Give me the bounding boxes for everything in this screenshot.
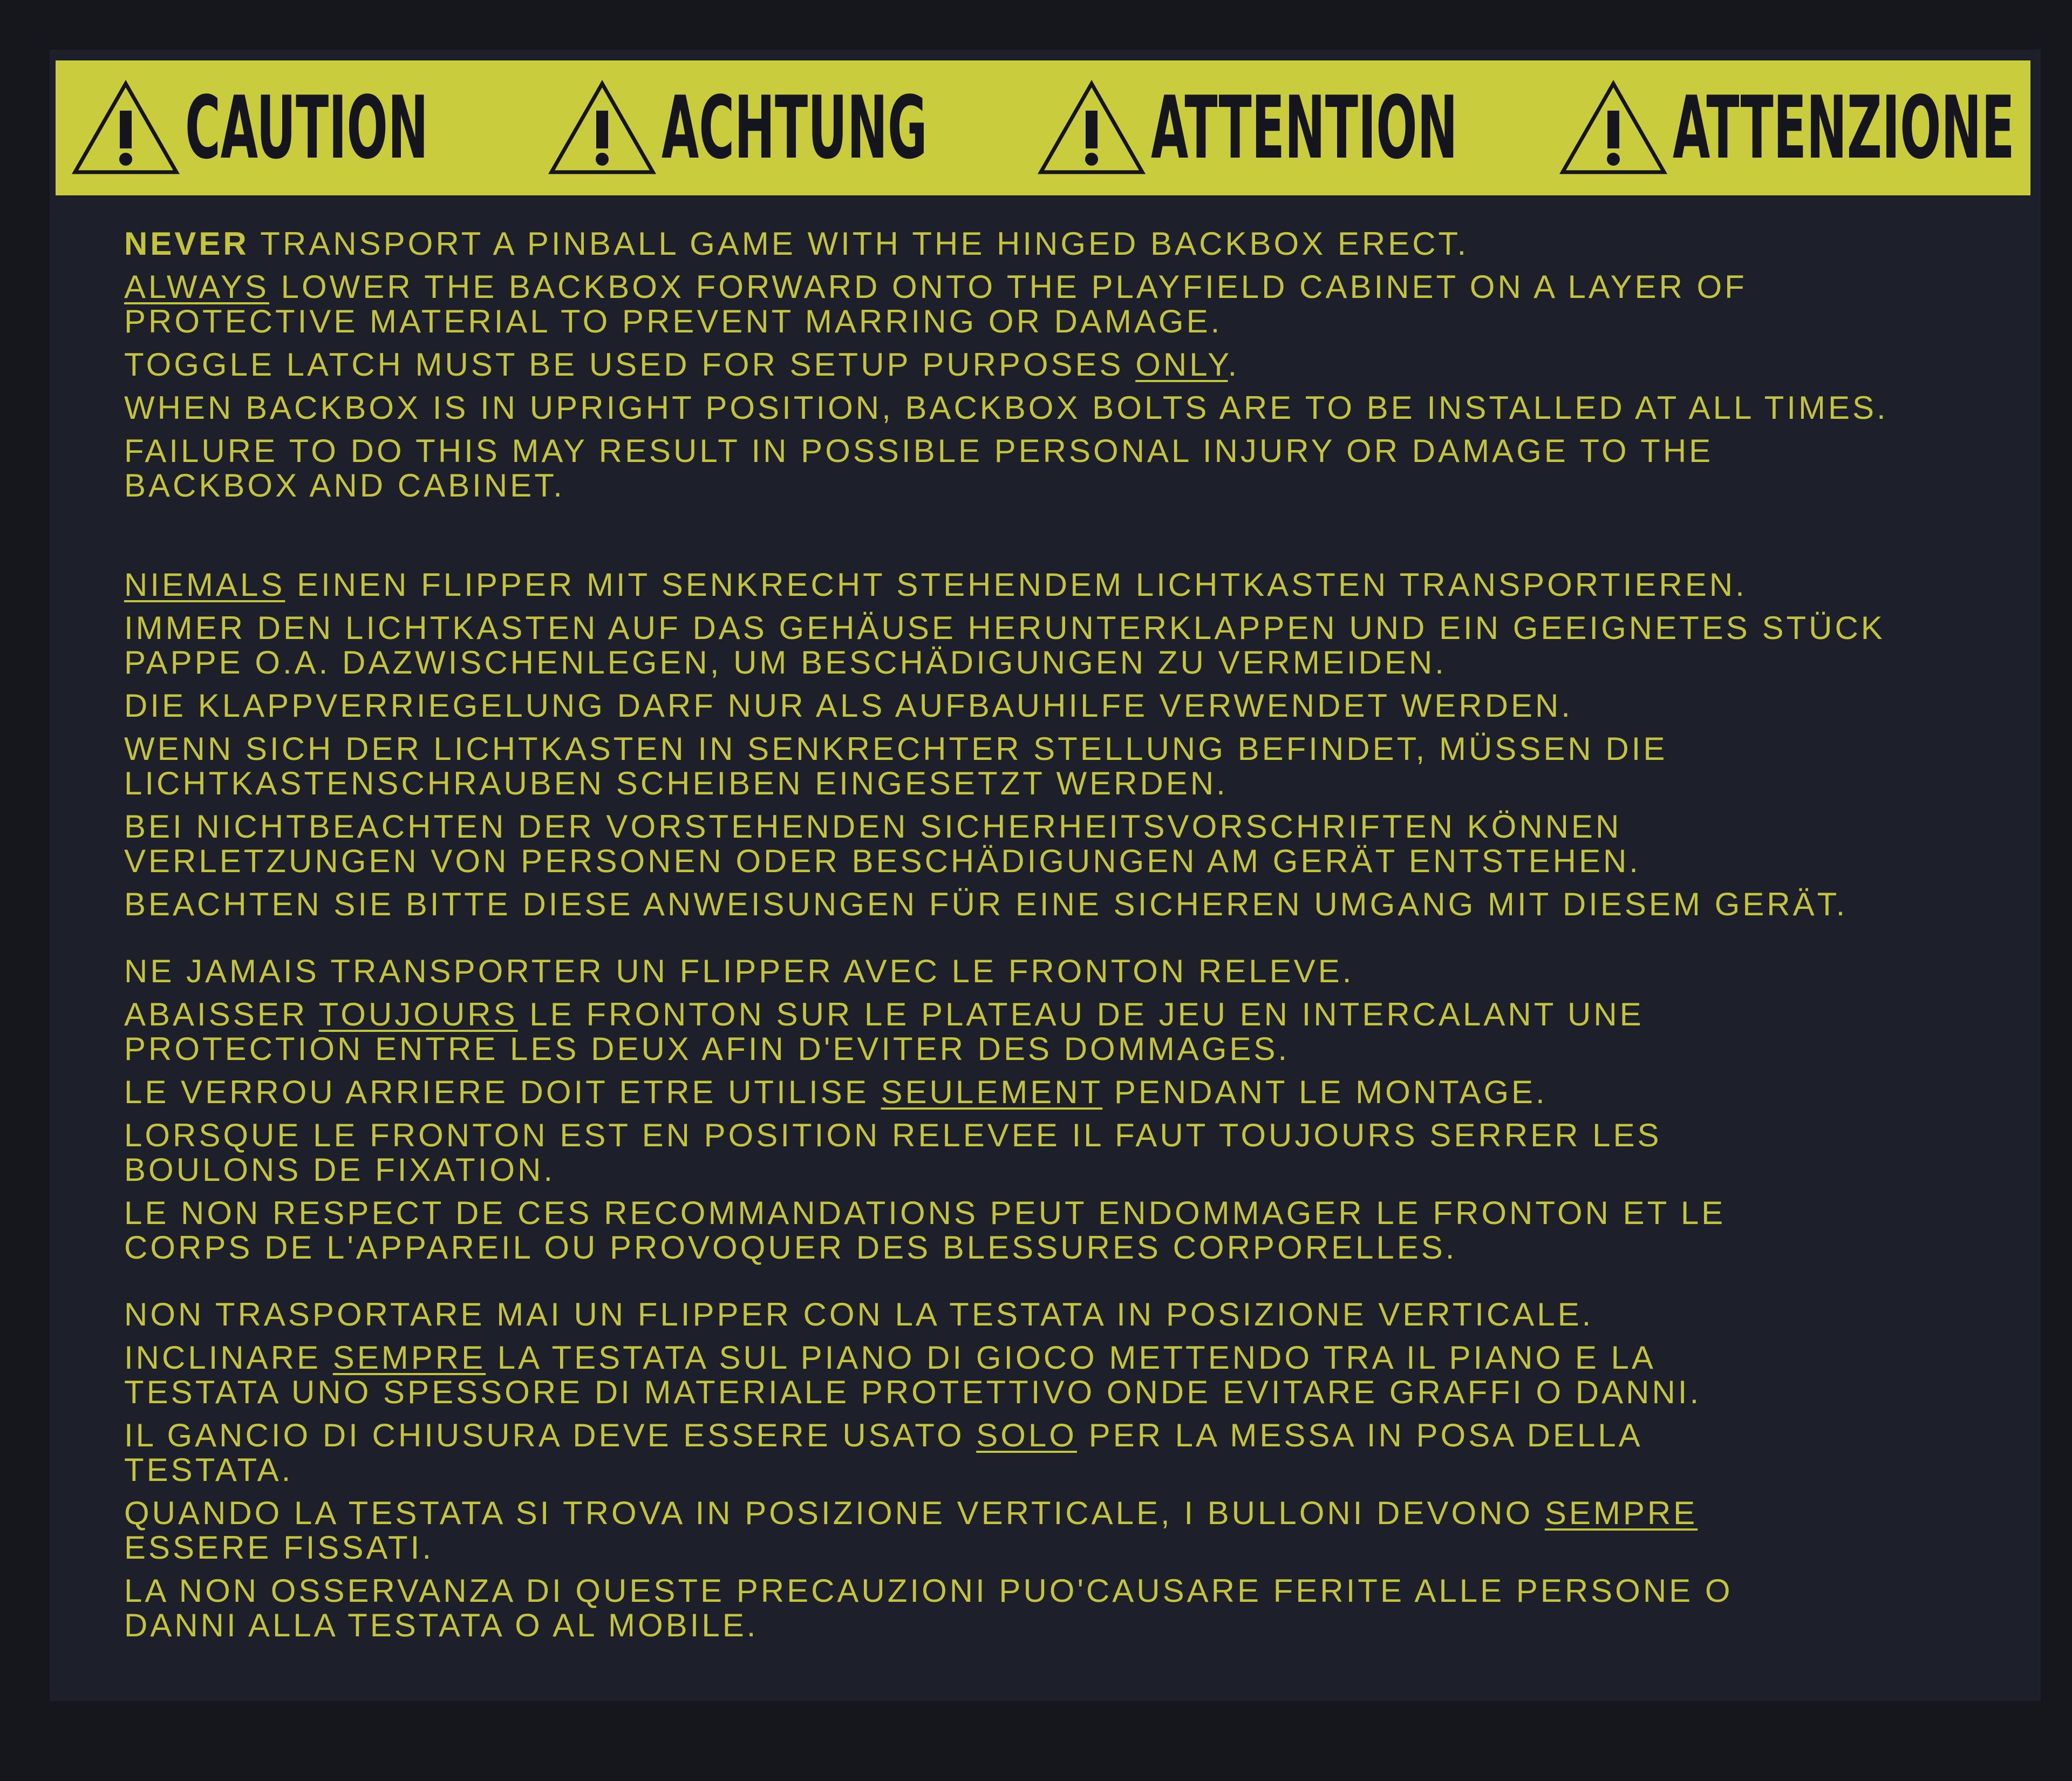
underlined-text: SOLO: [976, 1417, 1077, 1453]
paragraph: [124, 1297, 1969, 1332]
text: PENDANT LE MONTAGE.: [1102, 1074, 1548, 1110]
paragraph: [124, 954, 1969, 989]
text: LICHTKASTENSCHRAUBEN SCHEIBEN EINGESETZT WERDEN.: [124, 765, 1228, 801]
paragraph: [124, 270, 1969, 339]
text: NE JAMAIS TRANSPORTER UN FLIPPER AVEC LE FRONTON RELEVE.: [124, 953, 1354, 989]
text: CORPS DE L'APPAREIL OU PROVOQUER DES BLESSURES CORPORELLES.: [124, 1229, 1457, 1266]
text: LA NON OSSERVANZA DI QUESTE PRECAUZIONI PUO'CAUSARE FERITE ALLE PERSONE O: [124, 1573, 1733, 1609]
underlined-text: TOUJOURS: [318, 996, 518, 1032]
text: .: [1228, 346, 1240, 383]
section-italian: [124, 1297, 1969, 1643]
section-german: [124, 568, 1969, 922]
section-french: [124, 954, 1969, 1265]
paragraph: [124, 1418, 1969, 1487]
emphasis-text: NEVER: [124, 226, 249, 262]
warning-banner: [56, 60, 2030, 195]
warning-triangle-icon: [72, 79, 180, 176]
text: LE FRONTON SUR LE PLATEAU DE JEU EN INTERCALANT UNE: [517, 996, 1644, 1032]
text: PROTECTIVE MATERIAL TO PREVENT MARRING OR DAMAGE.: [124, 303, 1223, 339]
text: LORSQUE LE FRONTON EST EN POSITION RELEVEE IL FAUT TOUJOURS SERRER LES: [124, 1117, 1662, 1153]
paragraph: [124, 1341, 1969, 1410]
paragraph: [124, 434, 1969, 503]
paragraph: [124, 1574, 1969, 1643]
warning-triangle-icon: [1559, 79, 1667, 176]
underlined-text: SEULEMENT: [881, 1074, 1103, 1110]
text: EINEN FLIPPER MIT SENKRECHT STEHENDEM LICHTKASTEN TRANSPORTIEREN.: [285, 567, 1747, 603]
text: IMMER DEN LICHTKASTEN AUF DAS GEHÄUSE HERUNTERKLAPPEN UND EIN GEEIGNETES STÜCK: [124, 610, 1885, 646]
paragraph: [124, 227, 1969, 261]
text: IL GANCIO DI CHIUSURA DEVE ESSERE USATO: [124, 1417, 977, 1453]
text: TESTATA.: [124, 1452, 294, 1488]
underlined-text: ALWAYS: [124, 269, 269, 305]
text: TRANSPORT A PINBALL GAME WITH THE HINGED BACKBOX ERECT.: [249, 226, 1469, 262]
text: LA TESTATA SUL PIANO DI GIOCO METTENDO TRA IL PIANO E LA: [486, 1340, 1656, 1376]
banner-word: ATTENZIONE: [1673, 77, 2015, 178]
underlined-text: ONLY: [1135, 346, 1228, 383]
text: BEACHTEN SIE BITTE DIESE ANWEISUNGEN FÜR EINE SICHEREN UMGANG MIT DIESEM GERÄT.: [124, 886, 1848, 922]
banner-word: CAUTION: [185, 77, 428, 178]
text: NON TRASPORTARE MAI UN FLIPPER CON LA TESTATA IN POSIZIONE VERTICALE.: [124, 1296, 1594, 1333]
text: DIE KLAPPVERRIEGELUNG DARF NUR ALS AUFBAUHILFE VERWENDET WERDEN.: [124, 688, 1573, 724]
text: WHEN BACKBOX IS IN UPRIGHT POSITION, BACKBOX BOLTS ARE TO BE INSTALLED AT ALL TIMES.: [124, 390, 1889, 426]
instructions: [124, 227, 1969, 1651]
text: PROTECTION ENTRE LES DEUX AFIN D'EVITER DES DOMMAGES.: [124, 1031, 1290, 1067]
paragraph: [124, 391, 1969, 425]
banner-item-attenzione: [1559, 60, 2072, 195]
text: VERLETZUNGEN VON PERSONEN ODER BESCHÄDIGUNGEN AM GERÄT ENTSTEHEN.: [124, 843, 1641, 879]
text: TOGGLE LATCH MUST BE USED FOR SETUP PURPOSES: [124, 346, 1136, 383]
paragraph: [124, 732, 1969, 801]
banner-word: ACHTUNG: [662, 77, 928, 178]
paragraph: [124, 887, 1969, 922]
paragraph: [124, 568, 1969, 602]
text: LE VERROU ARRIERE DOIT ETRE UTILISE: [124, 1074, 881, 1110]
text: ESSERE FISSATI.: [124, 1530, 434, 1566]
text: WENN SICH DER LICHTKASTEN IN SENKRECHTER STELLUNG BEFINDET, MÜSSEN DIE: [124, 731, 1668, 767]
text: TESTATA UNO SPESSORE DI MATERIALE PROTETTIVO ONDE EVITARE GRAFFI O DANNI.: [124, 1374, 1702, 1410]
text: BEI NICHTBEACHTEN DER VORSTEHENDEN SICHERHEITSVORSCHRIFTEN KÖNNEN: [124, 808, 1622, 845]
paragraph: [124, 348, 1969, 382]
paragraph: [124, 611, 1969, 680]
text: BACKBOX AND CABINET.: [124, 467, 565, 504]
paragraph: [124, 1496, 1969, 1565]
underlined-text: SEMPRE: [1544, 1495, 1698, 1531]
banner-item-caution: [72, 60, 619, 195]
banner-word: ATTENTION: [1151, 77, 1458, 178]
paragraph: [124, 997, 1969, 1066]
paragraph: [124, 689, 1969, 723]
text: PAPPE O.A. DAZWISCHENLEGEN, UM BESCHÄDIGUNGEN ZU VERMEIDEN.: [124, 644, 1447, 681]
warning-triangle-icon: [1038, 79, 1146, 176]
underlined-text: SEMPRE: [332, 1340, 486, 1376]
paragraph: [124, 1118, 1969, 1187]
underlined-text: NIEMALS: [124, 567, 285, 603]
text: DANNI ALLA TESTATA O AL MOBILE.: [124, 1607, 759, 1643]
warning-triangle-icon: [548, 79, 656, 176]
text: LE NON RESPECT DE CES RECOMMANDATIONS PEUT ENDOMMAGER LE FRONTON ET LE: [124, 1195, 1726, 1231]
paragraph: [124, 810, 1969, 879]
text: LOWER THE BACKBOX FORWARD ONTO THE PLAYFIELD CABINET ON A LAYER OF: [269, 269, 1747, 305]
text: BOULONS DE FIXATION.: [124, 1152, 555, 1188]
text: PER LA MESSA IN POSA DELLA: [1076, 1417, 1643, 1453]
text: QUANDO LA TESTATA SI TROVA IN POSIZIONE VERTICALE, I BULLONI DEVONO: [124, 1495, 1545, 1531]
text: FAILURE TO DO THIS MAY RESULT IN POSSIBLE PERSONAL INJURY OR DAMAGE TO THE: [124, 433, 1714, 469]
text: INCLINARE: [124, 1340, 333, 1376]
section-english: [124, 227, 1969, 503]
paragraph: [124, 1075, 1969, 1110]
paragraph: [124, 1196, 1969, 1265]
text: ABAISSER: [124, 996, 319, 1032]
